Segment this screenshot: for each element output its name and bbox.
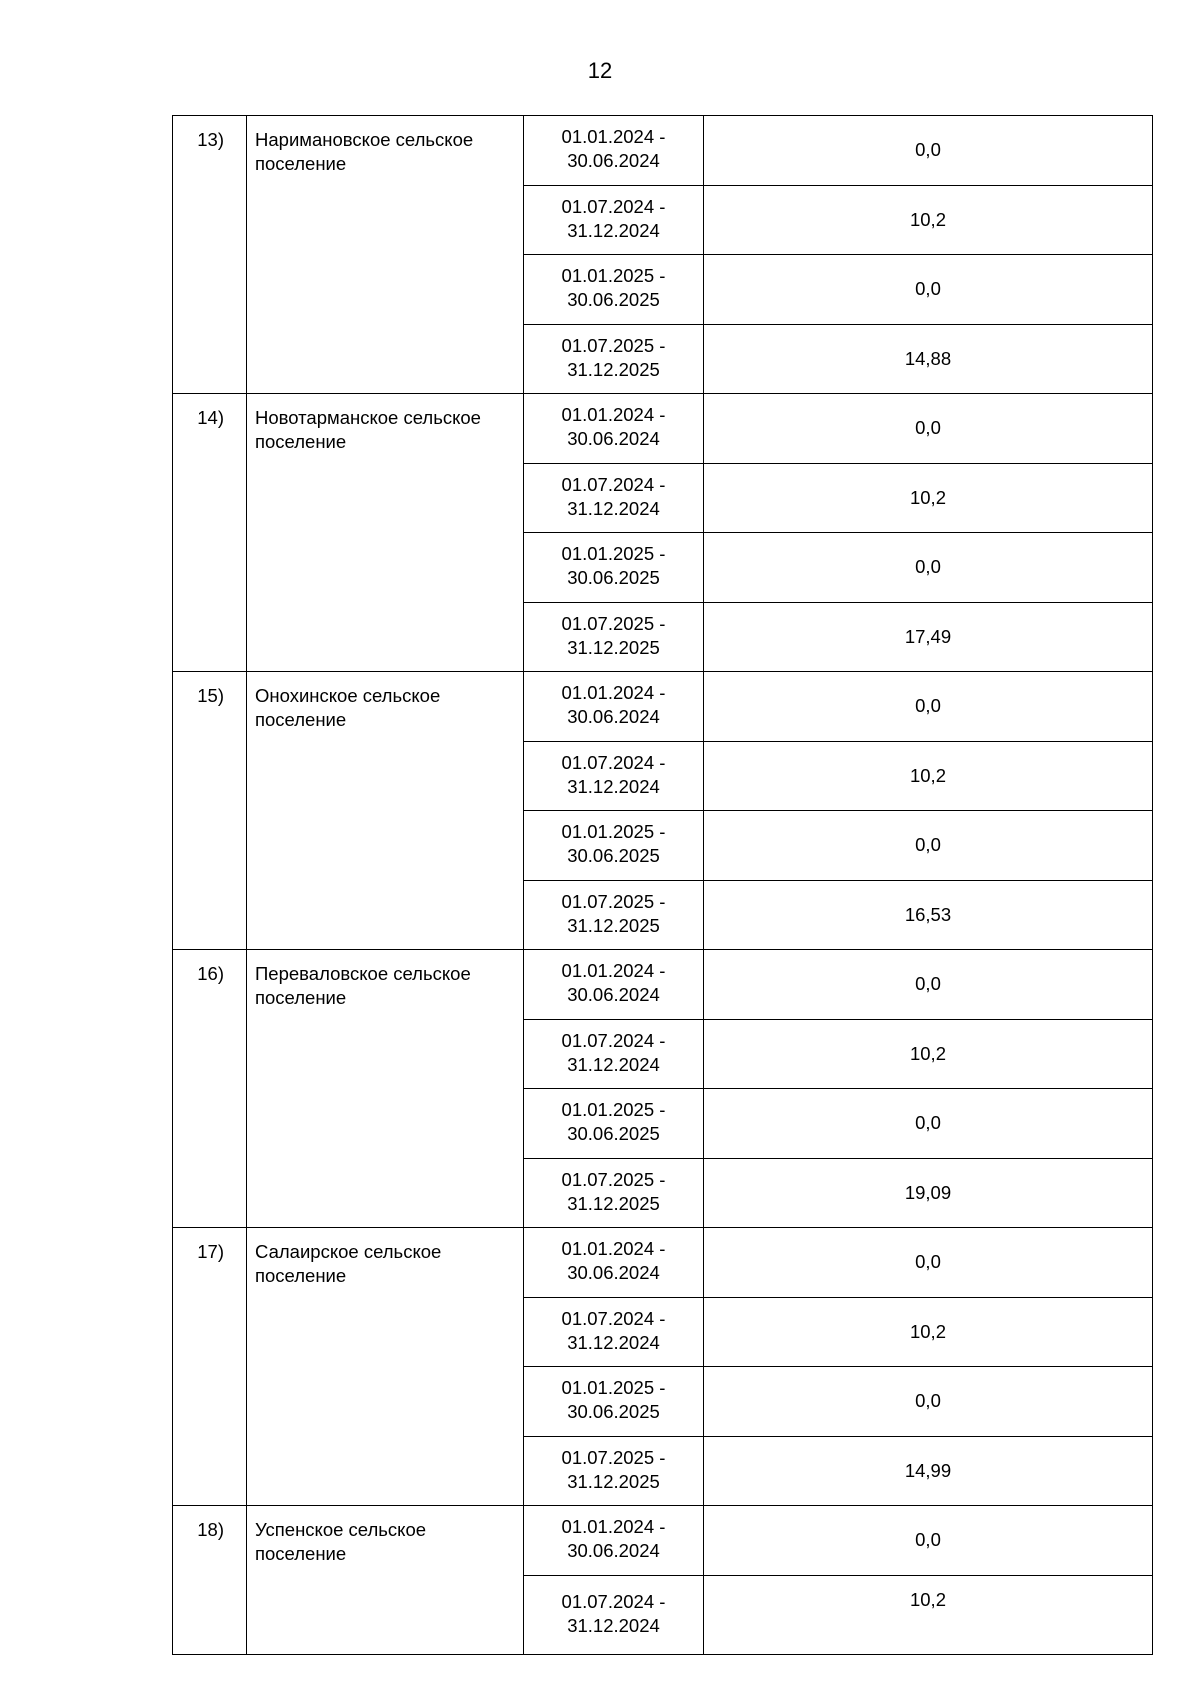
period-start: 01.07.2024 -: [561, 1590, 666, 1612]
period-end: 30.06.2024: [567, 706, 660, 728]
period-cell: [524, 255, 704, 325]
period-start: 01.07.2025 -: [561, 1168, 666, 1190]
rate-value-cell: 10,2: [704, 185, 1153, 255]
period-cell: [524, 1297, 704, 1367]
period-cell: [524, 1436, 704, 1506]
period-end: 31.12.2025: [567, 358, 660, 380]
period-start: 01.01.2024 -: [561, 1516, 666, 1538]
settlement-name-cell: Успенское сельское поселение: [247, 1506, 524, 1655]
rates-table-body: [173, 116, 1153, 1655]
period-cell: [524, 1367, 704, 1437]
settlement-rates-table: [172, 115, 1153, 1655]
period-cell: [524, 1228, 704, 1298]
period-cell: [524, 185, 704, 255]
period-end: 31.12.2024: [567, 1053, 660, 1075]
rate-value-cell: 0,0: [704, 672, 1153, 742]
period-cell: [524, 463, 704, 533]
period-start: 01.01.2024 -: [561, 1238, 666, 1260]
period-cell: [524, 324, 704, 394]
rate-value-cell: 10,2: [704, 463, 1153, 533]
row-number-cell: 14): [173, 394, 247, 672]
table-row: [173, 1506, 1153, 1576]
period-end: 30.06.2025: [567, 567, 660, 589]
rate-value-cell: 0,0: [704, 1089, 1153, 1159]
period-end: 31.12.2024: [567, 1331, 660, 1353]
period-cell: [524, 880, 704, 950]
period-end: 31.12.2025: [567, 914, 660, 936]
period-end: 31.12.2025: [567, 636, 660, 658]
period-cell: [524, 1506, 704, 1576]
rate-value-cell: 16,53: [704, 880, 1153, 950]
period-end: 30.06.2024: [567, 428, 660, 450]
row-number-cell: 13): [173, 116, 247, 394]
period-end: 30.06.2025: [567, 1123, 660, 1145]
period-cell: [524, 394, 704, 464]
period-start: 01.07.2024 -: [561, 1307, 666, 1329]
period-start: 01.01.2025 -: [561, 1099, 666, 1121]
rate-value-cell: 0,0: [704, 533, 1153, 603]
period-start: 01.01.2025 -: [561, 821, 666, 843]
period-start: 01.07.2024 -: [561, 195, 666, 217]
period-start: 01.01.2024 -: [561, 682, 666, 704]
period-start: 01.01.2025 -: [561, 1377, 666, 1399]
rate-value-cell: 10,2: [704, 1297, 1153, 1367]
period-end: 30.06.2025: [567, 289, 660, 311]
rate-value-cell: 0,0: [704, 1228, 1153, 1298]
period-cell: [524, 602, 704, 672]
settlement-name-cell: Салаирское сельское поселение: [247, 1228, 524, 1506]
period-start: 01.01.2025 -: [561, 543, 666, 565]
period-end: 31.12.2024: [567, 497, 660, 519]
settlement-name-cell: Переваловское сельское поселение: [247, 950, 524, 1228]
period-start: 01.07.2024 -: [561, 751, 666, 773]
period-start: 01.07.2025 -: [561, 612, 666, 634]
rate-value-cell: 0,0: [704, 116, 1153, 186]
table-row: [173, 1228, 1153, 1298]
settlement-name-cell: Новотарманское сельское поселение: [247, 394, 524, 672]
period-cell: [524, 1089, 704, 1159]
period-cell: [524, 811, 704, 881]
row-number-cell: 18): [173, 1506, 247, 1655]
period-start: 01.01.2024 -: [561, 126, 666, 148]
period-cell: [524, 741, 704, 811]
table-row: [173, 394, 1153, 464]
settlement-name-cell: Наримановское сельское поселение: [247, 116, 524, 394]
period-end: 30.06.2024: [567, 984, 660, 1006]
page-number: 12: [587, 58, 613, 83]
rate-value-cell: 0,0: [704, 255, 1153, 325]
period-start: 01.07.2025 -: [561, 334, 666, 356]
rate-value-cell: 14,99: [704, 1436, 1153, 1506]
rate-value-cell: 14,88: [704, 324, 1153, 394]
period-end: 31.12.2024: [567, 219, 660, 241]
period-end: 31.12.2024: [567, 1614, 660, 1636]
period-cell: [524, 672, 704, 742]
period-end: 30.06.2024: [567, 1262, 660, 1284]
period-cell: [524, 533, 704, 603]
period-end: 31.12.2025: [567, 1470, 660, 1492]
rate-value-cell: 10,2: [704, 741, 1153, 811]
period-cell: [524, 1575, 704, 1655]
period-start: 01.01.2024 -: [561, 404, 666, 426]
rate-value-cell: 0,0: [704, 394, 1153, 464]
period-cell: [524, 116, 704, 186]
rate-value-cell: 0,0: [704, 811, 1153, 881]
period-cell: [524, 1019, 704, 1089]
period-cell: [524, 1158, 704, 1228]
table-row: [173, 950, 1153, 1020]
rate-value-cell: 0,0: [704, 950, 1153, 1020]
period-end: 31.12.2025: [567, 1192, 660, 1214]
period-start: 01.01.2024 -: [561, 960, 666, 982]
period-cell: [524, 950, 704, 1020]
row-number-cell: 17): [173, 1228, 247, 1506]
period-start: 01.07.2024 -: [561, 1029, 666, 1051]
period-start: 01.07.2024 -: [561, 473, 666, 495]
row-number-cell: 16): [173, 950, 247, 1228]
period-end: 30.06.2025: [567, 845, 660, 867]
rate-value-cell: 0,0: [704, 1367, 1153, 1437]
settlement-name-cell: Онохинское сельское поселение: [247, 672, 524, 950]
rate-value-cell: 10,2: [704, 1575, 1153, 1655]
row-number-cell: 15): [173, 672, 247, 950]
period-start: 01.01.2025 -: [561, 265, 666, 287]
period-end: 30.06.2024: [567, 1540, 660, 1562]
rate-value-cell: 0,0: [704, 1506, 1153, 1576]
table-row: [173, 672, 1153, 742]
period-end: 30.06.2024: [567, 150, 660, 172]
period-start: 01.07.2025 -: [561, 890, 666, 912]
period-end: 31.12.2024: [567, 775, 660, 797]
rate-value-cell: 19,09: [704, 1158, 1153, 1228]
rate-value-cell: 17,49: [704, 602, 1153, 672]
rate-value-cell: 10,2: [704, 1019, 1153, 1089]
period-start: 01.07.2025 -: [561, 1446, 666, 1468]
period-end: 30.06.2025: [567, 1401, 660, 1423]
table-row: [173, 116, 1153, 186]
